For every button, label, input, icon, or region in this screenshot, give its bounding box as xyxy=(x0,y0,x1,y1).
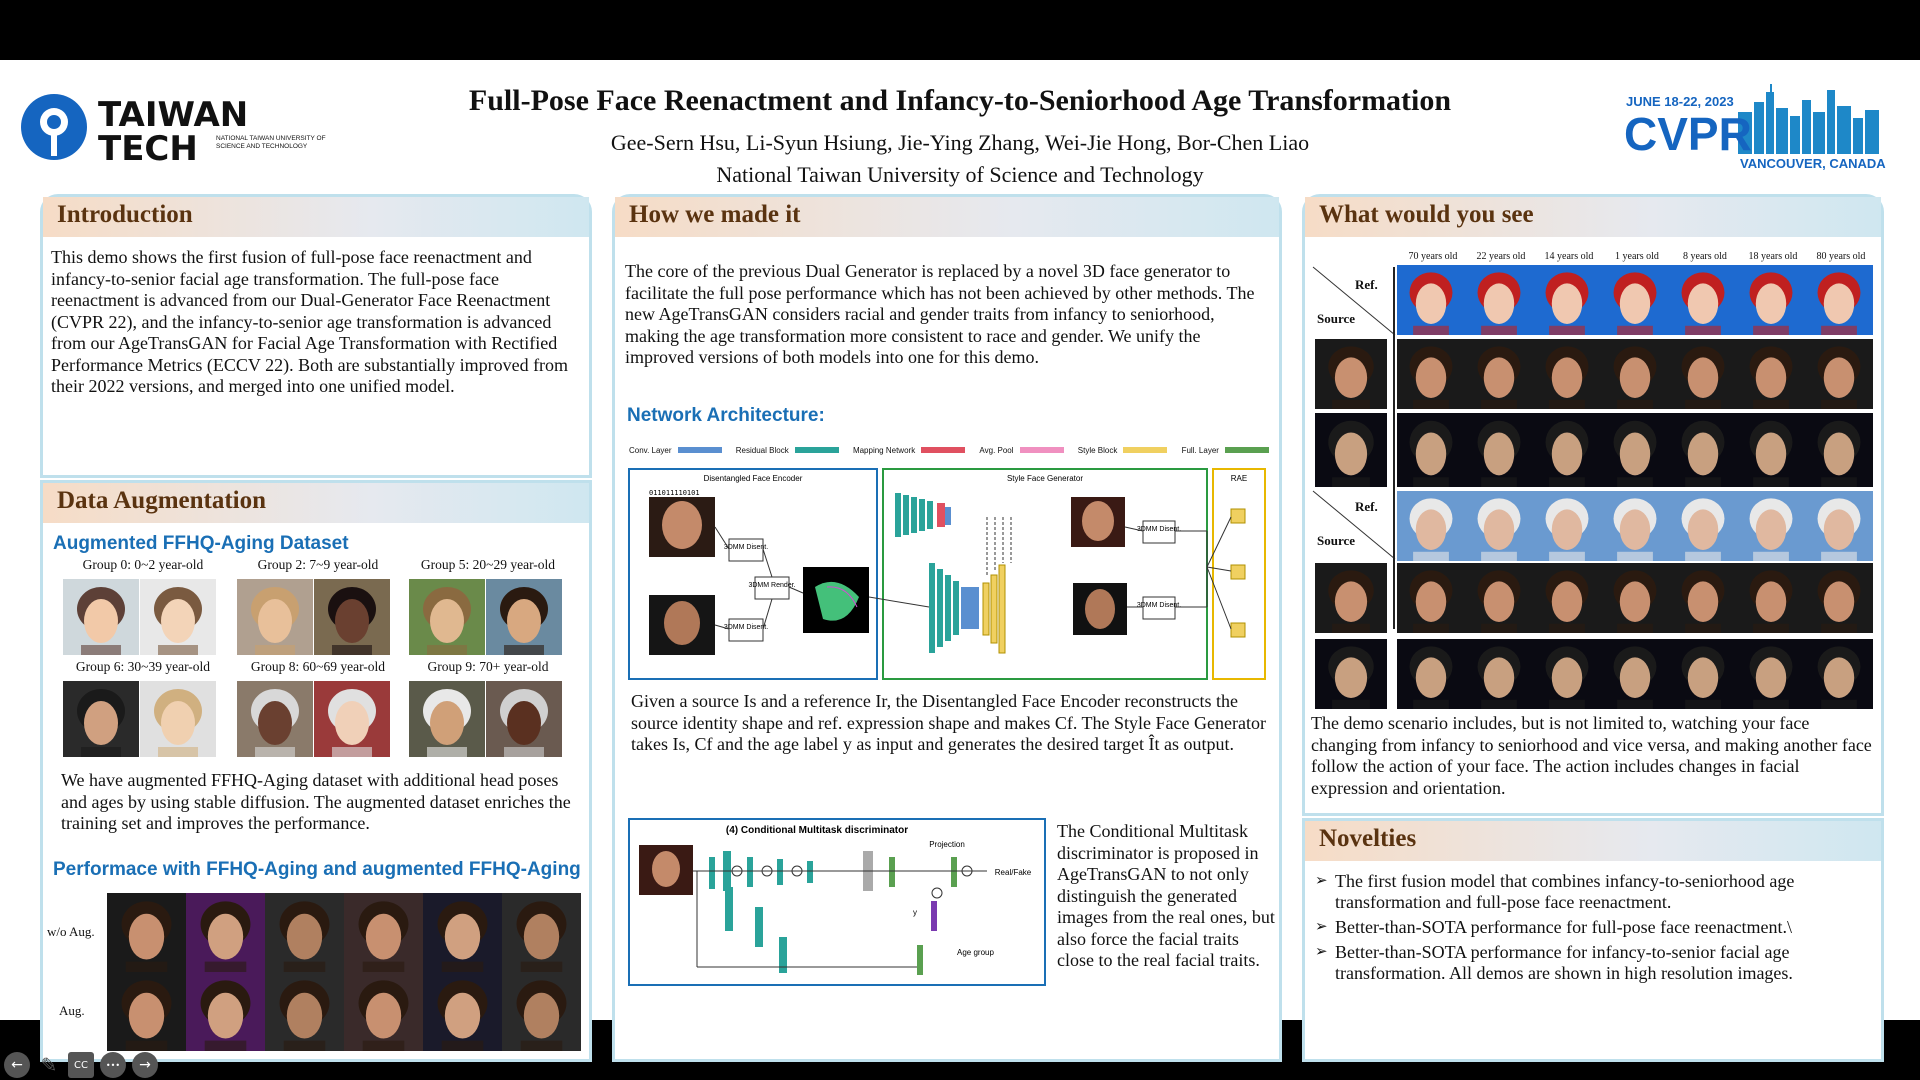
generated-face-image xyxy=(1533,413,1601,487)
reference-face-image xyxy=(1465,265,1533,335)
novelty-item: ➢ The first fusion model that combines infancy-to-seniorhood age transformation and full-pose face reenactment. xyxy=(1315,871,1871,913)
performance-face-image xyxy=(107,893,186,972)
disent-label: 3DMM Disent. xyxy=(1136,526,1182,533)
reference-face-image xyxy=(1533,491,1601,561)
disent-label: 3DMM Disent. xyxy=(1136,602,1182,609)
generated-face-image xyxy=(1465,563,1533,633)
next-slide-button[interactable]: → xyxy=(132,1052,158,1078)
network-architecture-diagram xyxy=(627,467,1273,683)
encoder-label: Disentangled Face Encoder xyxy=(703,474,803,483)
generated-face-image xyxy=(1805,413,1873,487)
performance-face-image xyxy=(344,972,423,1051)
disent-label: 3DMM Disent. xyxy=(723,544,769,551)
reference-face-image xyxy=(1397,491,1465,561)
performance-face-image xyxy=(265,972,344,1051)
sample-face-image xyxy=(486,579,562,655)
source-face-image xyxy=(1315,413,1387,487)
how-panel xyxy=(612,194,1282,1062)
code-bits: 011011110101 xyxy=(649,489,700,497)
vancouver-skyline-icon xyxy=(1620,82,1890,174)
generated-face-image xyxy=(1465,413,1533,487)
sample-face-image xyxy=(314,681,390,757)
generated-face-image xyxy=(1465,339,1533,409)
generated-face-image xyxy=(1805,339,1873,409)
augment-text: We have augmented FFHQ-Aging dataset with additional head poses and ages by using stable diffusion. The augmented dataset enriches the training set and improves the performance. xyxy=(61,770,571,833)
poster-title: Full-Pose Face Reenactment and Infancy-to-Seniorhood Age Transformation xyxy=(468,84,1452,117)
slideshow-toolbar xyxy=(4,1050,158,1080)
generated-face-image xyxy=(1737,339,1805,409)
legend-item: Residual Block xyxy=(736,446,839,455)
performance-face-image xyxy=(423,893,502,972)
generated-face-image xyxy=(1533,339,1601,409)
rae-label: RAE xyxy=(1230,474,1248,483)
cvpr-logo xyxy=(1620,82,1890,174)
age-labels-row xyxy=(1399,251,1879,262)
sample-face-image xyxy=(63,681,139,757)
cvpr-date: JUNE 18-22, 2023 xyxy=(1626,94,1734,109)
augment-heading: Data Augmentation xyxy=(43,483,589,523)
age-label: 8 years old xyxy=(1683,251,1727,262)
generated-face-image xyxy=(1397,563,1465,633)
sample-face-image xyxy=(237,681,313,757)
generated-face-image xyxy=(1669,639,1737,709)
legend-item: Mapping Network xyxy=(853,446,965,455)
performance-face-image xyxy=(186,972,265,1051)
dataset-heading: Augmented FFHQ-Aging Dataset xyxy=(53,533,349,554)
generated-face-image xyxy=(1805,639,1873,709)
row-label-aug: Aug. xyxy=(59,1003,85,1018)
realfake-label: Real/Fake xyxy=(994,868,1032,877)
generated-face-image xyxy=(1397,639,1465,709)
logo-line1: TAIWAN xyxy=(98,95,249,135)
age-label: 70 years old xyxy=(1408,251,1458,262)
performance-image-grid xyxy=(107,893,581,1051)
legend-item: Style Block xyxy=(1078,446,1168,455)
generated-face-image xyxy=(1397,413,1465,487)
legend-item: Avg. Pool xyxy=(979,446,1063,455)
legend-item: Conv. Layer xyxy=(629,446,722,455)
group-label: Group 9: 70+ year-old xyxy=(427,659,549,674)
novelties-list xyxy=(1305,861,1881,984)
generated-face-image xyxy=(1669,413,1737,487)
reference-face-image xyxy=(1805,265,1873,335)
sample-face-image xyxy=(63,579,139,655)
disc-text: The Conditional Multitask discriminator is proposed in AgeTransGAN to not only distinguish the generated images from the real ones, but also force the facial traits close to the real facial traits. xyxy=(1057,821,1275,970)
reference-face-image xyxy=(1669,265,1737,335)
age-label: 14 years old xyxy=(1544,251,1594,262)
ref-label: Ref. xyxy=(1355,277,1378,292)
group-label: Group 0: 0~2 year-old xyxy=(82,557,204,572)
previous-slide-button[interactable]: ← xyxy=(4,1052,30,1078)
column-divider xyxy=(1393,267,1395,629)
group-label: Group 5: 20~29 year-old xyxy=(420,557,556,572)
more-options-button[interactable]: ••• xyxy=(100,1052,126,1078)
generated-face-image xyxy=(1737,563,1805,633)
performance-face-image xyxy=(107,972,186,1051)
sample-face-image xyxy=(486,681,562,757)
logo-sub: NATIONAL TAIWAN UNIVERSITY OF SCIENCE AND TECHNOLOGY xyxy=(216,135,326,150)
reference-face-image xyxy=(1465,491,1533,561)
generated-face-image xyxy=(1601,339,1669,409)
discriminator-diagram xyxy=(627,817,1047,989)
performance-face-image xyxy=(344,893,423,972)
novelties-heading: Novelties xyxy=(1305,821,1881,861)
projection-label: Projection xyxy=(929,840,965,849)
source-face-image xyxy=(1315,639,1387,709)
reference-face-image xyxy=(1397,265,1465,335)
generated-face-image xyxy=(1601,563,1669,633)
generated-face-image xyxy=(1601,413,1669,487)
arch-text: Given a source Is and a reference Ir, the Disentangled Face Encoder reconstructs the source identity shape and ref. expression shape and makes Cf. The Style Face Generator takes Is, Cf and the age label y as input and generates the desired target Ît as output. xyxy=(631,691,1266,754)
source-label: Source xyxy=(1317,311,1356,326)
poster-slide xyxy=(0,60,1920,1077)
sample-face-image xyxy=(409,681,485,757)
novelties-panel xyxy=(1302,818,1884,1062)
disent-label: 3DMM Disent. xyxy=(723,624,769,631)
generated-face-image xyxy=(1737,413,1805,487)
generated-face-image xyxy=(1737,639,1805,709)
generator-label: Style Face Generator xyxy=(1006,474,1084,483)
sample-face-image xyxy=(409,579,485,655)
sample-face-image xyxy=(314,579,390,655)
arch-heading: Network Architecture: xyxy=(627,405,825,426)
generated-face-image xyxy=(1397,339,1465,409)
captions-button[interactable]: CC xyxy=(68,1052,94,1078)
taiwan-tech-emblem-icon xyxy=(18,92,338,169)
intro-heading: Introduction xyxy=(43,197,589,237)
age-label: 22 years old xyxy=(1476,251,1526,262)
group-label: Group 6: 30~39 year-old xyxy=(75,659,211,674)
reference-face-image xyxy=(1533,265,1601,335)
reference-face-image xyxy=(1737,265,1805,335)
age-label: 80 years old xyxy=(1816,251,1866,262)
augment-panel xyxy=(40,480,592,1062)
performance-face-image xyxy=(502,893,581,972)
generated-face-image xyxy=(1805,563,1873,633)
sample-face-image xyxy=(140,579,216,655)
reference-face-image xyxy=(1805,491,1873,561)
performance-face-image xyxy=(423,972,502,1051)
reference-face-image xyxy=(1737,491,1805,561)
arch-legend xyxy=(629,441,1269,459)
poster-authors: Gee-Sern Hsu, Li-Syun Hsiung, Jie-Ying Zhang, Wei-Jie Hong, Bor-Chen Liao xyxy=(610,130,1310,155)
pen-tool-button[interactable]: ✎ xyxy=(40,1053,58,1077)
reference-face-image xyxy=(1601,491,1669,561)
age-label: 1 years old xyxy=(1615,251,1659,262)
group-label: Group 8: 60~69 year-old xyxy=(250,659,386,674)
source-face-image xyxy=(1315,563,1387,633)
how-heading: How we made it xyxy=(615,197,1279,237)
age-label: 18 years old xyxy=(1748,251,1798,262)
reference-face-image xyxy=(1601,265,1669,335)
intro-text: This demo shows the first fusion of full-pose face reenactment and infancy-to-senior facial age transformation. The full-pose face reenactment is advanced from our Dual-Generator Face Reenactment (CVPR 22), and the infancy-to-senior age transformation is advanced from our AgeTransGAN for Facial Age Transformation with Rectified Performance Metrics (ECCV 22). Both are substantially improved from their 2022 versions, and merged into one unified model. xyxy=(51,247,569,396)
performance-heading: Performace with FFHQ-Aging and augmented FFHQ-Aging xyxy=(53,859,581,880)
see-panel xyxy=(1302,194,1884,816)
performance-face-image xyxy=(502,972,581,1051)
see-heading: What would you see xyxy=(1305,197,1881,237)
disc-title: (4) Conditional Multitask discriminator xyxy=(725,825,909,836)
generated-face-image xyxy=(1669,339,1737,409)
render-label: 3DMM Render. xyxy=(748,582,796,589)
legend-item: Full. Layer xyxy=(1182,446,1269,455)
source-face-image xyxy=(1315,339,1387,409)
ref-label: Ref. xyxy=(1355,499,1378,514)
performance-face-image xyxy=(186,893,265,972)
agegroup-label: Age group xyxy=(957,948,994,957)
y-label: y xyxy=(913,908,917,917)
generated-face-image xyxy=(1465,639,1533,709)
see-text: The demo scenario includes, but is not limited to, watching your face changing from infancy to seniorhood and vice versa, and making another face follow the action of your face. The action includes changes in facial expression and orientation. xyxy=(1311,713,1872,798)
generated-face-image xyxy=(1533,563,1601,633)
generated-face-image xyxy=(1669,563,1737,633)
novelty-item: ➢ Better-than-SOTA performance for infancy-to-senior facial age transformation. All demos are shown in high resolution images. xyxy=(1315,942,1871,984)
row-label-without-aug: w/o Aug. xyxy=(47,924,95,939)
generated-face-image xyxy=(1533,639,1601,709)
poster-affiliation: National Taiwan University of Science and Technology xyxy=(716,162,1204,187)
novelty-item: ➢ Better-than-SOTA performance for full-pose face reenactment.\ xyxy=(1315,917,1871,938)
reference-face-image xyxy=(1669,491,1737,561)
cvpr-name: CVPR xyxy=(1624,108,1752,160)
sample-face-image xyxy=(237,579,313,655)
intro-panel xyxy=(40,194,592,478)
how-text: The core of the previous Dual Generator is replaced by a novel 3D face generator to facilitate the full pose performance which has not been achieved by other methods. The new AgeTransGAN considers racial and gender traits from infancy to seniorhood, making the age transformation more consistent to race and gender. We unify the improved versions of both models into one for this demo. xyxy=(625,261,1255,367)
performance-face-image xyxy=(265,893,344,972)
sample-face-image xyxy=(140,681,216,757)
generated-face-image xyxy=(1601,639,1669,709)
taiwan-tech-logo xyxy=(18,92,338,169)
cvpr-place: VANCOUVER, CANADA xyxy=(1740,156,1886,171)
source-label: Source xyxy=(1317,533,1356,548)
group-label: Group 2: 7~9 year-old xyxy=(257,557,379,572)
logo-line2: TECH xyxy=(98,129,198,169)
